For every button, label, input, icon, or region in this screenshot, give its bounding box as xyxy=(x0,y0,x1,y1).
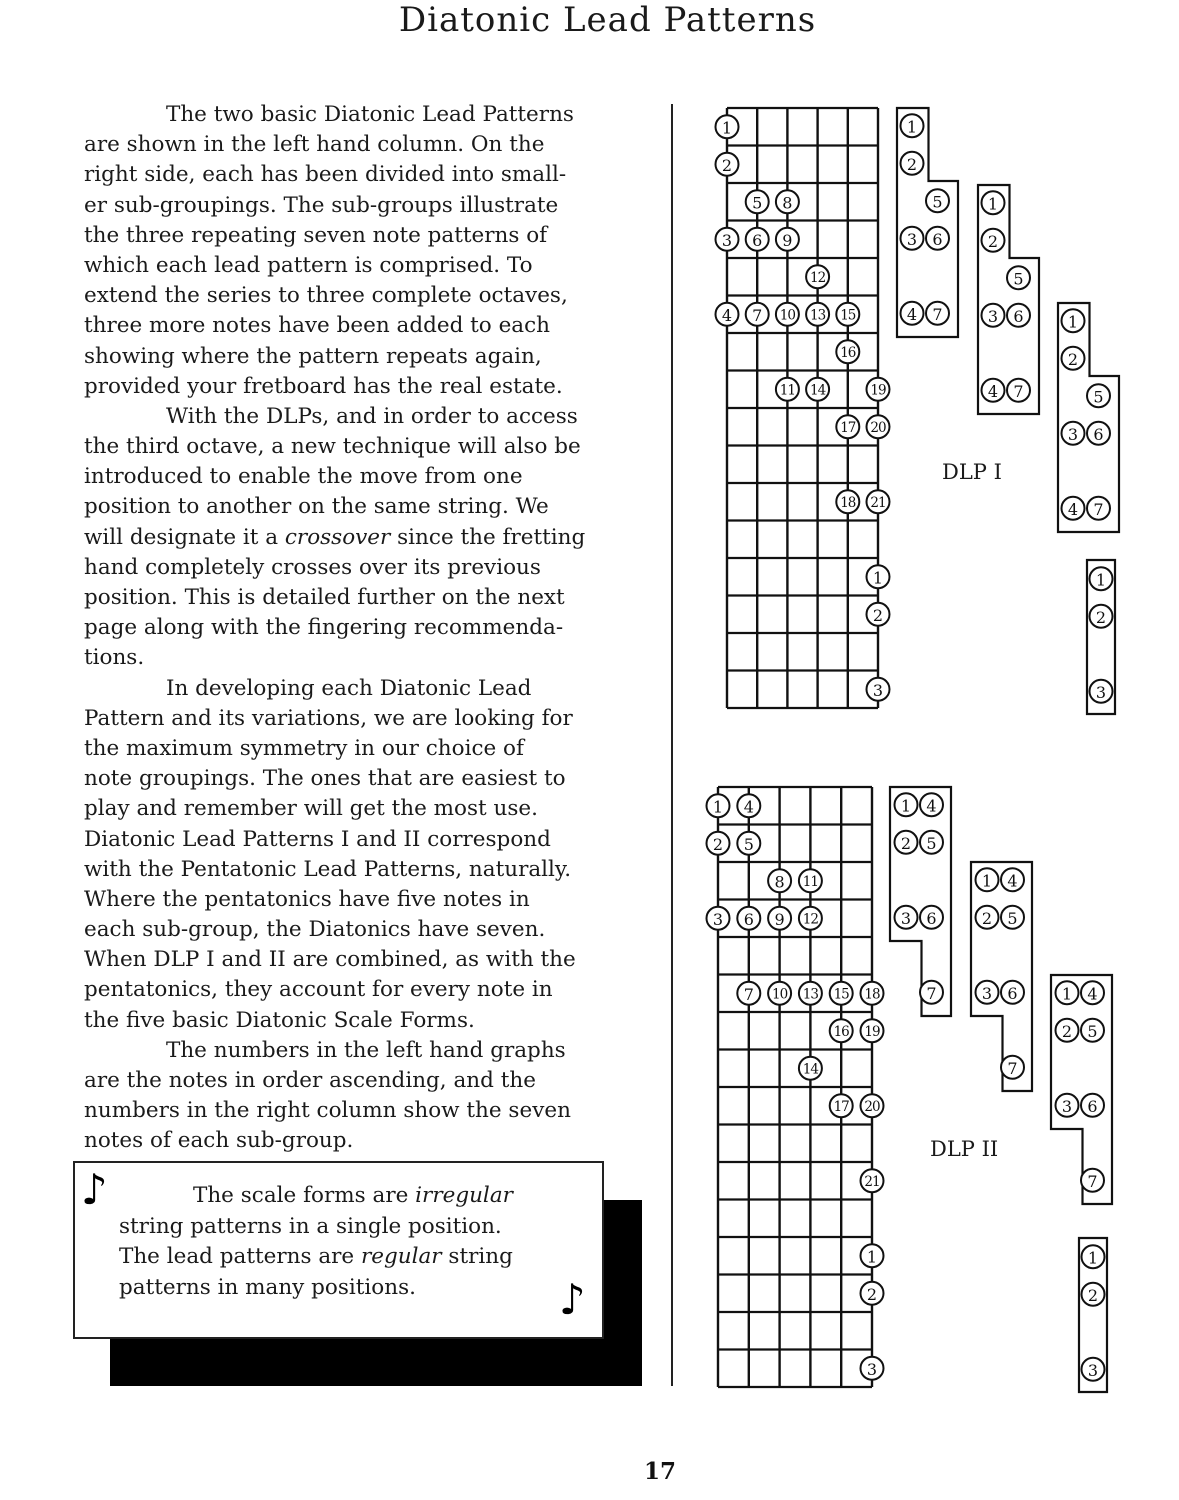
note-marker xyxy=(836,415,859,438)
note-marker xyxy=(976,906,999,929)
svg-text:2: 2 xyxy=(712,834,724,854)
note-marker xyxy=(861,1019,884,1042)
note-marker xyxy=(1081,1094,1104,1117)
svg-text:21: 21 xyxy=(870,494,886,511)
body-text-line: numbers in the right column show the seven xyxy=(84,1098,571,1124)
svg-text:2: 2 xyxy=(1067,349,1079,369)
svg-text:1: 1 xyxy=(721,118,733,138)
svg-text:2: 2 xyxy=(872,605,884,625)
note-marker xyxy=(716,303,739,326)
subgroup-box xyxy=(971,862,1032,1091)
body-text-line: the five basic Diatonic Scale Forms. xyxy=(84,1007,475,1033)
svg-text:13: 13 xyxy=(810,307,826,324)
svg-text:14: 14 xyxy=(810,382,826,399)
svg-text:6: 6 xyxy=(1087,1096,1098,1116)
svg-text:5: 5 xyxy=(1087,1021,1098,1041)
body-text-line: In developing each Diatonic Lead xyxy=(166,675,532,701)
svg-text:2: 2 xyxy=(1087,1285,1099,1305)
body-text-line: hand completely crosses over its previous xyxy=(84,554,541,580)
note-marker xyxy=(895,906,918,929)
note-marker xyxy=(799,869,822,892)
note-marker xyxy=(746,190,769,213)
note-marker xyxy=(901,152,924,175)
note-marker xyxy=(920,793,943,816)
note-marker xyxy=(1062,497,1085,520)
svg-text:15: 15 xyxy=(840,307,856,324)
svg-text:2: 2 xyxy=(900,833,912,853)
callout-text-line: string patterns in a single position. xyxy=(119,1213,502,1239)
svg-text:3: 3 xyxy=(1095,682,1107,702)
svg-text:3: 3 xyxy=(1087,1360,1099,1380)
svg-text:15: 15 xyxy=(833,986,849,1003)
svg-text:8: 8 xyxy=(782,193,793,213)
svg-text:3: 3 xyxy=(866,1359,878,1379)
svg-text:6: 6 xyxy=(1093,424,1104,444)
note-marker xyxy=(861,1282,884,1305)
note-marker xyxy=(895,831,918,854)
svg-text:1: 1 xyxy=(712,797,724,817)
svg-text:7: 7 xyxy=(752,305,763,325)
subgroup-outline xyxy=(890,787,951,1016)
svg-text:4: 4 xyxy=(906,304,918,324)
svg-text:1: 1 xyxy=(866,1247,878,1267)
note-marker xyxy=(1062,309,1085,332)
note-marker xyxy=(746,228,769,251)
diagram-label-dlp-2: DLP II xyxy=(930,1137,999,1161)
svg-text:1: 1 xyxy=(1067,312,1079,332)
body-text-line: three more notes have been added to each xyxy=(84,313,551,339)
note-marker xyxy=(1007,266,1030,289)
note-marker xyxy=(1062,422,1085,445)
note-marker xyxy=(799,907,822,930)
svg-text:7: 7 xyxy=(743,984,754,1004)
note-marker xyxy=(1007,379,1030,402)
svg-text:3: 3 xyxy=(987,306,999,326)
svg-text:2: 2 xyxy=(721,155,733,175)
body-text-line: provided your fretboard has the real estate. xyxy=(84,373,563,399)
note-marker xyxy=(926,302,949,325)
note-marker xyxy=(861,1244,884,1267)
note-marker xyxy=(799,1057,822,1080)
body-text-line: When DLP I and II are combined, as with the xyxy=(84,947,576,973)
note-marker xyxy=(976,981,999,1004)
svg-text:1: 1 xyxy=(987,194,999,214)
note-marker xyxy=(716,153,739,176)
note-marker xyxy=(1001,981,1024,1004)
note-marker xyxy=(1082,1283,1105,1306)
svg-text:2: 2 xyxy=(1061,1021,1073,1041)
body-text-line: er sub-groupings. The sub-groups illustrate xyxy=(84,192,559,218)
svg-text:1: 1 xyxy=(906,117,918,137)
body-text-line: the three repeating seven note patterns of xyxy=(84,222,548,248)
svg-text:5: 5 xyxy=(1007,908,1018,928)
svg-text:4: 4 xyxy=(743,797,754,817)
svg-text:3: 3 xyxy=(1067,424,1079,444)
subgroup-outline xyxy=(971,862,1032,1091)
note-marker xyxy=(1087,422,1110,445)
note-marker xyxy=(1007,304,1030,327)
note-marker xyxy=(776,378,799,401)
svg-text:4: 4 xyxy=(1007,871,1018,891)
subgroup-outline xyxy=(1051,975,1112,1204)
body-text-line: are the notes in order ascending, and the xyxy=(84,1068,536,1093)
body-text-line: which each lead pattern is comprised. To xyxy=(84,252,533,278)
note-marker xyxy=(836,340,859,363)
note-marker xyxy=(1081,981,1104,1004)
note-marker xyxy=(867,415,890,438)
svg-text:2: 2 xyxy=(906,154,918,174)
svg-text:1: 1 xyxy=(981,871,993,891)
body-text-line: Diatonic Lead Patterns I and II correspond xyxy=(84,826,551,852)
note-marker xyxy=(861,982,884,1005)
svg-text:5: 5 xyxy=(743,834,754,854)
note-marker xyxy=(861,1357,884,1380)
subgroup-box xyxy=(978,185,1039,414)
svg-text:11: 11 xyxy=(802,873,818,890)
body-text-line: pentatonics, they account for every note in xyxy=(84,977,553,1003)
body-text-line: With the DLPs, and in order to access xyxy=(166,403,578,429)
note-marker xyxy=(1081,1019,1104,1042)
svg-text:18: 18 xyxy=(840,494,856,511)
note-marker xyxy=(1056,1094,1079,1117)
body-text-line: will designate it a crossover since the fretting xyxy=(84,524,586,550)
body-text-line: with the Pentatonic Lead Patterns, naturally. xyxy=(84,856,572,882)
note-marker xyxy=(716,115,739,138)
body-text-line: extend the series to three complete octaves, xyxy=(84,283,568,309)
svg-text:1: 1 xyxy=(872,568,884,588)
body-text-line: introduced to enable the move from one xyxy=(84,464,523,490)
svg-text:1: 1 xyxy=(900,796,912,816)
svg-text:3: 3 xyxy=(981,983,993,1003)
note-marker xyxy=(920,906,943,929)
body-text-line: the third octave, a new technique will also be xyxy=(84,434,581,460)
svg-text:1: 1 xyxy=(1087,1248,1099,1268)
note-marker xyxy=(830,1094,853,1117)
svg-text:2: 2 xyxy=(866,1284,878,1304)
note-marker xyxy=(926,227,949,250)
note-marker xyxy=(920,831,943,854)
svg-text:6: 6 xyxy=(1013,306,1024,326)
note-marker xyxy=(776,228,799,251)
note-marker xyxy=(1090,567,1113,590)
svg-text:7: 7 xyxy=(932,304,943,324)
callout-text-line: patterns in many positions. xyxy=(119,1274,416,1300)
note-marker xyxy=(776,190,799,213)
note-marker xyxy=(867,603,890,626)
svg-text:4: 4 xyxy=(721,305,733,325)
fretboard-dlp-1 xyxy=(716,108,890,708)
note-marker xyxy=(901,227,924,250)
note-marker xyxy=(1001,1056,1024,1079)
note-marker xyxy=(1087,497,1110,520)
svg-text:7: 7 xyxy=(1087,1171,1098,1191)
body-text-line: notes of each sub-group. xyxy=(84,1128,354,1154)
subgroup-box xyxy=(897,108,958,337)
body-text-line: page along with the fingering recommenda- xyxy=(84,615,564,641)
note-marker xyxy=(976,868,999,891)
note-marker xyxy=(920,981,943,1004)
note-marker xyxy=(836,303,859,326)
svg-text:19: 19 xyxy=(870,382,886,399)
svg-text:3: 3 xyxy=(1061,1096,1073,1116)
svg-text:4: 4 xyxy=(987,381,999,401)
svg-text:2: 2 xyxy=(987,231,999,251)
callout-text-line: The lead patterns are regular string xyxy=(119,1244,513,1269)
note-marker xyxy=(716,228,739,251)
note-marker xyxy=(867,378,890,401)
note-marker xyxy=(737,907,760,930)
svg-text:17: 17 xyxy=(833,1098,849,1115)
note-marker xyxy=(737,832,760,855)
note-marker xyxy=(830,982,853,1005)
subgroup-box xyxy=(1058,303,1119,532)
note-marker xyxy=(768,869,791,892)
subgroup-box xyxy=(1079,1238,1107,1392)
svg-text:6: 6 xyxy=(752,230,763,250)
svg-text:3: 3 xyxy=(712,909,724,929)
note-marker xyxy=(982,379,1005,402)
body-text-line: note groupings. The ones that are easiest to xyxy=(84,766,566,792)
note-marker xyxy=(806,378,829,401)
body-text-line: tions. xyxy=(84,645,145,671)
svg-text:16: 16 xyxy=(840,344,856,361)
svg-text:19: 19 xyxy=(864,1023,880,1040)
note-marker xyxy=(926,189,949,212)
eighth-note-icon: ♪ xyxy=(81,1165,108,1214)
note-marker xyxy=(707,794,730,817)
note-marker xyxy=(806,303,829,326)
svg-text:13: 13 xyxy=(802,986,818,1003)
note-marker xyxy=(799,982,822,1005)
callout-text-line: The scale forms are irregular xyxy=(193,1183,513,1208)
page-title: Diatonic Lead Patterns xyxy=(398,0,817,40)
note-marker xyxy=(982,229,1005,252)
svg-text:7: 7 xyxy=(1093,499,1104,519)
svg-text:5: 5 xyxy=(752,193,763,213)
note-marker xyxy=(830,1019,853,1042)
svg-text:9: 9 xyxy=(774,909,785,929)
svg-text:9: 9 xyxy=(782,230,793,250)
svg-text:6: 6 xyxy=(932,229,943,249)
note-marker xyxy=(895,793,918,816)
svg-text:21: 21 xyxy=(864,1173,880,1190)
svg-text:10: 10 xyxy=(779,307,795,324)
svg-text:12: 12 xyxy=(802,911,818,928)
svg-text:12: 12 xyxy=(810,269,826,286)
note-marker xyxy=(901,302,924,325)
svg-text:4: 4 xyxy=(926,796,937,816)
svg-text:6: 6 xyxy=(743,909,754,929)
subgroup-box xyxy=(1087,560,1115,714)
svg-text:6: 6 xyxy=(926,908,937,928)
note-marker xyxy=(1082,1245,1105,1268)
svg-text:14: 14 xyxy=(802,1061,818,1078)
body-text-line: position to another on the same string. We xyxy=(84,494,549,520)
note-marker xyxy=(861,1169,884,1192)
note-marker xyxy=(1081,1169,1104,1192)
svg-text:1: 1 xyxy=(1095,570,1107,590)
note-marker xyxy=(901,114,924,137)
svg-text:4: 4 xyxy=(1087,984,1098,1004)
note-marker xyxy=(1001,906,1024,929)
diagram-label-dlp-1: DLP I xyxy=(942,460,1002,484)
svg-text:2: 2 xyxy=(1095,607,1107,627)
body-text-line: The numbers in the left hand graphs xyxy=(166,1037,566,1063)
note-marker xyxy=(1056,1019,1079,1042)
svg-text:3: 3 xyxy=(906,229,918,249)
svg-text:4: 4 xyxy=(1067,499,1079,519)
note-marker xyxy=(776,303,799,326)
note-marker xyxy=(836,490,859,513)
svg-text:20: 20 xyxy=(864,1098,880,1115)
svg-text:18: 18 xyxy=(864,986,880,1003)
svg-text:5: 5 xyxy=(1093,387,1104,407)
note-marker xyxy=(768,907,791,930)
svg-text:2: 2 xyxy=(981,908,993,928)
note-marker xyxy=(867,490,890,513)
subgroup-box xyxy=(1051,975,1112,1204)
body-text-line: Where the pentatonics have five notes in xyxy=(84,886,530,912)
svg-text:7: 7 xyxy=(1007,1058,1018,1078)
note-marker xyxy=(746,303,769,326)
svg-text:8: 8 xyxy=(774,872,785,892)
note-marker xyxy=(1056,981,1079,1004)
note-marker xyxy=(1001,868,1024,891)
svg-text:17: 17 xyxy=(840,419,856,436)
body-text-line: the maximum symmetry in our choice of xyxy=(84,735,524,761)
svg-text:1: 1 xyxy=(1061,984,1073,1004)
note-marker xyxy=(806,265,829,288)
note-marker xyxy=(982,191,1005,214)
svg-text:11: 11 xyxy=(779,382,795,399)
body-text-line: position. This is detailed further on the next xyxy=(84,585,565,610)
note-marker xyxy=(867,678,890,701)
body-text-line: are shown in the left hand column. On the xyxy=(84,132,545,158)
body-text-line: each sub-group, the Diatonics have seven. xyxy=(84,917,546,943)
note-marker xyxy=(1090,680,1113,703)
body-text-line: The two basic Diatonic Lead Patterns xyxy=(166,102,574,127)
note-marker xyxy=(707,907,730,930)
svg-text:3: 3 xyxy=(872,680,884,700)
svg-text:7: 7 xyxy=(1013,381,1024,401)
note-marker xyxy=(867,565,890,588)
note-marker xyxy=(1082,1358,1105,1381)
note-marker xyxy=(768,982,791,1005)
note-marker xyxy=(1090,605,1113,628)
svg-text:16: 16 xyxy=(833,1023,849,1040)
note-marker xyxy=(982,304,1005,327)
note-marker xyxy=(1087,384,1110,407)
body-text-line: play and remember will get the most use. xyxy=(84,796,538,822)
svg-text:6: 6 xyxy=(1007,983,1018,1003)
note-marker xyxy=(737,794,760,817)
svg-text:20: 20 xyxy=(870,419,886,436)
svg-text:3: 3 xyxy=(721,230,733,250)
eighth-note-icon: ♪ xyxy=(559,1275,586,1324)
svg-text:10: 10 xyxy=(772,986,788,1003)
svg-text:5: 5 xyxy=(932,192,943,212)
body-text-line: Pattern and its variations, we are looking for xyxy=(84,705,573,731)
svg-text:5: 5 xyxy=(1013,269,1024,289)
note-marker xyxy=(707,832,730,855)
svg-text:5: 5 xyxy=(926,833,937,853)
page-number: 17 xyxy=(643,1458,676,1485)
note-marker xyxy=(1062,347,1085,370)
svg-text:7: 7 xyxy=(926,983,937,1003)
note-marker xyxy=(737,982,760,1005)
body-text-line: showing where the pattern repeats again, xyxy=(84,343,542,369)
note-marker xyxy=(861,1094,884,1117)
fretboard-dlp-2 xyxy=(707,787,884,1387)
body-text-line: right side, each has been divided into small- xyxy=(84,162,567,188)
svg-text:3: 3 xyxy=(900,908,912,928)
subgroup-box xyxy=(890,787,951,1016)
